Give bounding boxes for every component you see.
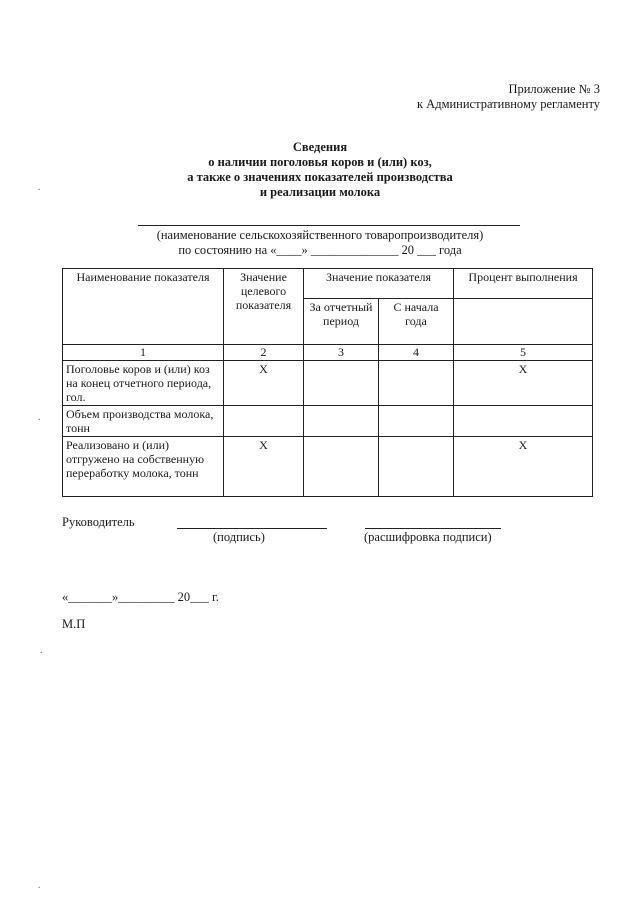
- row-name: Реализовано и (или) отгружено на собственную переработку молока, тонн: [63, 437, 224, 497]
- title-line-1: Сведения: [292, 140, 348, 154]
- date-line: «_______»_________ 20___ г.: [62, 590, 219, 604]
- as-of-date-line: по состоянию на «____» ______________ 20 ___ года: [178, 243, 462, 257]
- scan-speck: .: [38, 182, 41, 193]
- header-period: За отчетный период: [304, 299, 379, 345]
- row-target: Х: [224, 437, 304, 497]
- document-title: [0, 140, 640, 200]
- appendix-note: [417, 82, 600, 112]
- header-target: Значение целевого показателя: [224, 269, 304, 345]
- signatory-label: Руководитель: [62, 515, 135, 529]
- row-since-start: [379, 361, 454, 406]
- scan-speck: .: [38, 412, 41, 423]
- row-since-start: [379, 437, 454, 497]
- header-value: Значение показателя: [304, 269, 454, 299]
- column-number: 1: [63, 345, 224, 361]
- signature-line: [177, 528, 327, 529]
- column-number-row: [63, 345, 593, 361]
- row-name: Поголовье коров и (или) коз на конец отчетного периода, гол.: [63, 361, 224, 406]
- header-indicator: Наименование показателя: [63, 269, 224, 345]
- signature-caption: (подпись): [213, 530, 265, 544]
- scan-speck: .: [40, 645, 43, 656]
- column-number: 3: [304, 345, 379, 361]
- row-period: [304, 437, 379, 497]
- row-period: [304, 406, 379, 437]
- stamp-place: М.П: [62, 617, 86, 631]
- row-target: [224, 406, 304, 437]
- row-target: Х: [224, 361, 304, 406]
- row-percent: Х: [454, 361, 593, 406]
- producer-caption: (наименование сельскохозяйственного товаропроизводителя): [156, 228, 484, 242]
- row-percent: [454, 406, 593, 437]
- header-percent-blank: [454, 299, 593, 345]
- header-since-start: С начала года: [379, 299, 454, 345]
- producer-name-line: [138, 225, 520, 226]
- appendix-regulation: к Административному регламенту: [416, 97, 600, 111]
- header-row: [63, 269, 593, 299]
- table-row: [63, 406, 593, 437]
- table-row: [63, 361, 593, 406]
- row-percent: Х: [454, 437, 593, 497]
- appendix-number: Приложение № 3: [508, 82, 600, 96]
- title-line-4: и реализации молока: [259, 185, 381, 199]
- title-line-3: а также о значениях показателей производства: [187, 170, 453, 184]
- signature-decode-caption: (расшифровка подписи): [364, 530, 492, 544]
- row-period: [304, 361, 379, 406]
- column-number: 2: [224, 345, 304, 361]
- header-percent: Процент выполнения: [454, 269, 593, 299]
- table-row: [63, 437, 593, 497]
- row-since-start: [379, 406, 454, 437]
- indicators-table: [62, 268, 593, 497]
- scan-speck: .: [38, 880, 41, 891]
- column-number: 5: [454, 345, 593, 361]
- title-line-2: о наличии поголовья коров и (или) коз,: [208, 155, 432, 169]
- row-name: Объем производства молока, тонн: [63, 406, 224, 437]
- signature-decode-line: [365, 528, 501, 529]
- column-number: 4: [379, 345, 454, 361]
